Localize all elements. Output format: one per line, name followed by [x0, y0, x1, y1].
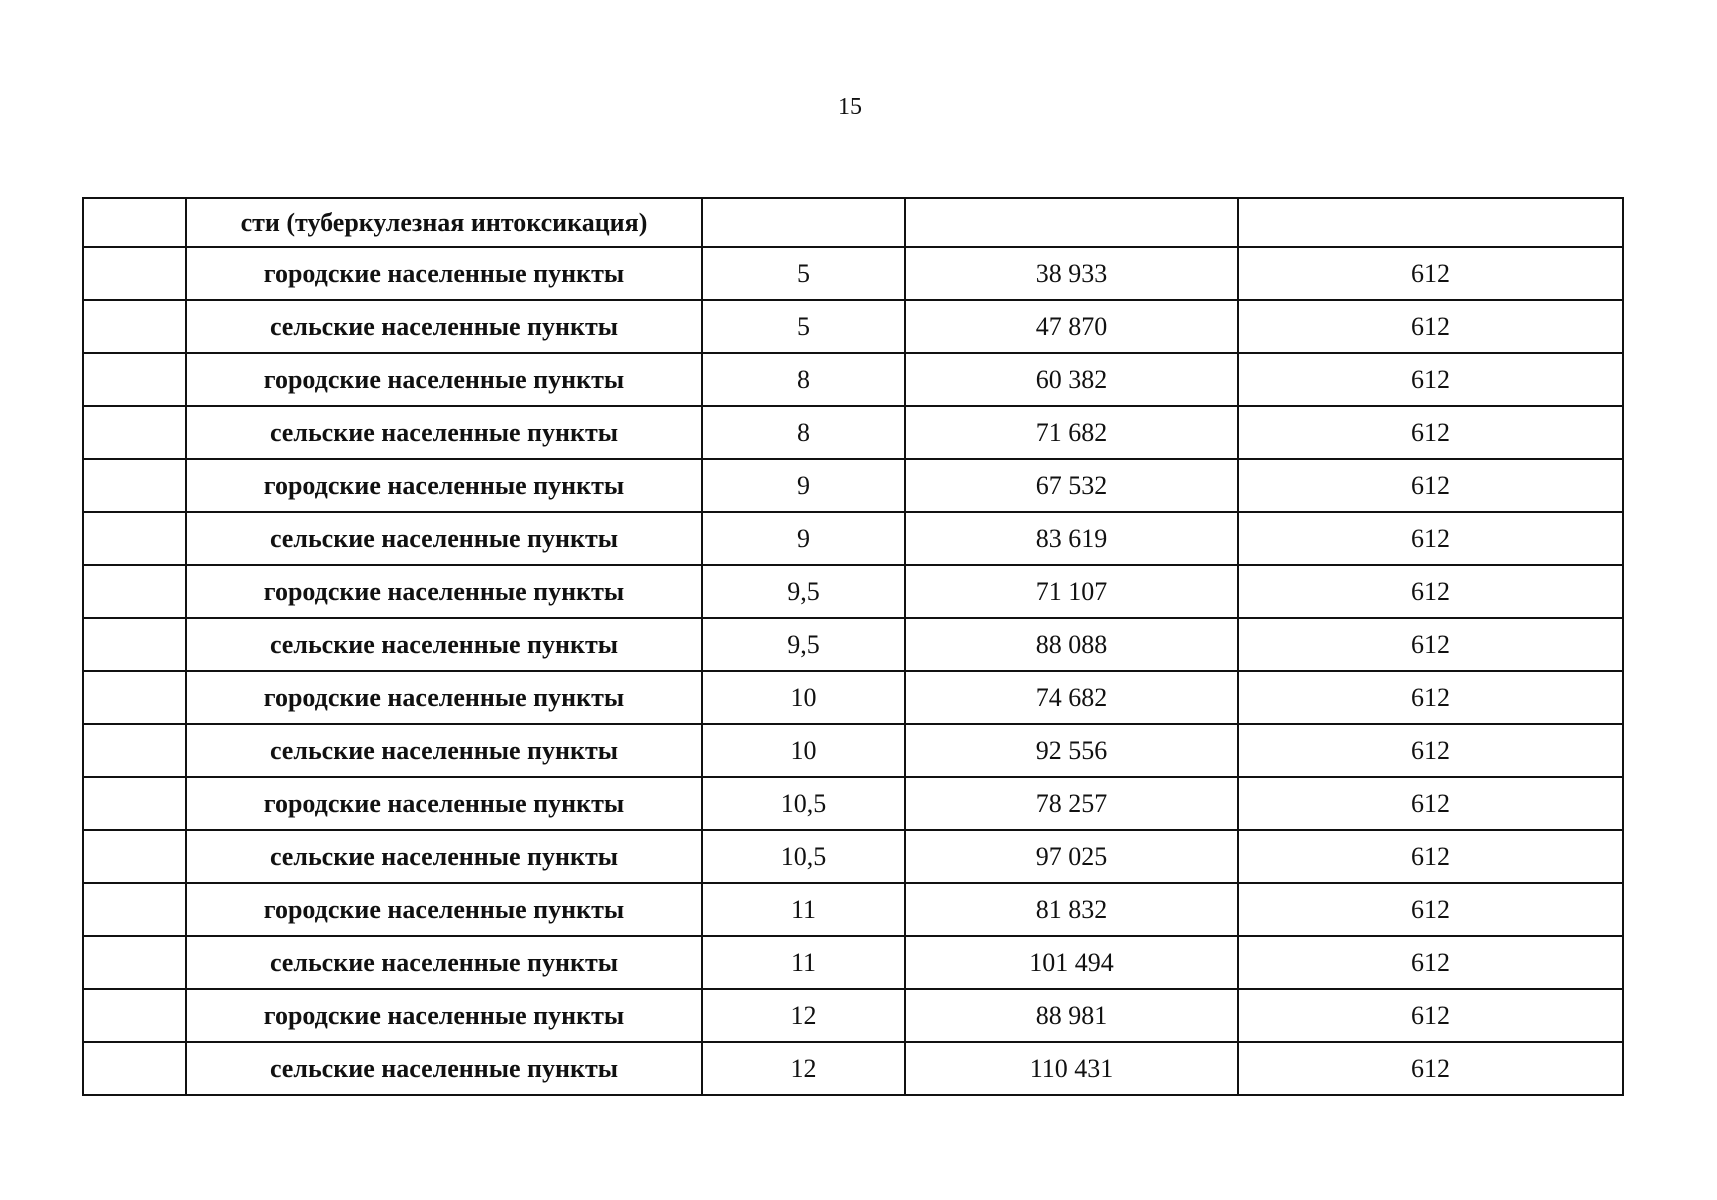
number-cell: [83, 671, 186, 724]
label-cell: городские населенные пункты: [186, 459, 702, 512]
page-number: 15: [838, 94, 862, 120]
value-cell: 612: [1238, 830, 1623, 883]
coefficient-cell: 10: [702, 671, 905, 724]
coefficient-cell: 12: [702, 989, 905, 1042]
coefficient-cell: 11: [702, 883, 905, 936]
amount-cell: [905, 198, 1238, 247]
table-body: [83, 198, 1623, 1095]
table-row: [83, 936, 1623, 989]
table-row: [83, 353, 1623, 406]
amount-cell: 101 494: [905, 936, 1238, 989]
amount-cell: 47 870: [905, 300, 1238, 353]
table-row: [83, 512, 1623, 565]
value-cell: 612: [1238, 883, 1623, 936]
table-row: [83, 406, 1623, 459]
table-row: [83, 724, 1623, 777]
value-cell: [1238, 198, 1623, 247]
coefficient-cell: 9: [702, 459, 905, 512]
table-row: [83, 671, 1623, 724]
amount-cell: 38 933: [905, 247, 1238, 300]
label-cell: сельские населенные пункты: [186, 724, 702, 777]
coefficient-cell: 10,5: [702, 830, 905, 883]
coefficient-cell: 5: [702, 300, 905, 353]
table-row: [83, 247, 1623, 300]
amount-cell: 88 088: [905, 618, 1238, 671]
table-row: [83, 618, 1623, 671]
amount-cell: 71 107: [905, 565, 1238, 618]
amount-cell: 88 981: [905, 989, 1238, 1042]
coefficient-cell: 9,5: [702, 618, 905, 671]
amount-cell: 83 619: [905, 512, 1238, 565]
label-cell: городские населенные пункты: [186, 989, 702, 1042]
label-cell: сельские населенные пункты: [186, 1042, 702, 1095]
coefficient-cell: 9,5: [702, 565, 905, 618]
table-row: [83, 1042, 1623, 1095]
coefficient-cell: 8: [702, 353, 905, 406]
label-cell: сельские населенные пункты: [186, 936, 702, 989]
number-cell: [83, 565, 186, 618]
value-cell: 612: [1238, 565, 1623, 618]
label-cell: городские населенные пункты: [186, 353, 702, 406]
coefficient-cell: [702, 198, 905, 247]
table-row: [83, 777, 1623, 830]
value-cell: 612: [1238, 406, 1623, 459]
number-cell: [83, 512, 186, 565]
number-cell: [83, 459, 186, 512]
label-cell: городские населенные пункты: [186, 247, 702, 300]
value-cell: 612: [1238, 777, 1623, 830]
number-cell: [83, 300, 186, 353]
table-row: [83, 300, 1623, 353]
value-cell: 612: [1238, 300, 1623, 353]
amount-cell: 74 682: [905, 671, 1238, 724]
table-row: [83, 830, 1623, 883]
value-cell: 612: [1238, 247, 1623, 300]
amount-cell: 67 532: [905, 459, 1238, 512]
value-cell: 612: [1238, 353, 1623, 406]
table-row: [83, 459, 1623, 512]
table-row: [83, 565, 1623, 618]
label-cell: городские населенные пункты: [186, 565, 702, 618]
continued-header-cell: сти (туберкулезная интоксикация): [186, 198, 702, 247]
number-cell: [83, 724, 186, 777]
coefficient-cell: 11: [702, 936, 905, 989]
value-cell: 612: [1238, 671, 1623, 724]
value-cell: 612: [1238, 459, 1623, 512]
table-row: [83, 989, 1623, 1042]
coefficient-cell: 10,5: [702, 777, 905, 830]
amount-cell: 60 382: [905, 353, 1238, 406]
table-row: [83, 883, 1623, 936]
value-cell: 612: [1238, 724, 1623, 777]
data-table: [82, 197, 1624, 1096]
label-cell: сельские населенные пункты: [186, 830, 702, 883]
coefficient-cell: 9: [702, 512, 905, 565]
number-cell: [83, 618, 186, 671]
value-cell: 612: [1238, 936, 1623, 989]
table-continued-header-row: [83, 198, 1623, 247]
value-cell: 612: [1238, 512, 1623, 565]
number-cell: [83, 936, 186, 989]
label-cell: городские населенные пункты: [186, 671, 702, 724]
value-cell: 612: [1238, 989, 1623, 1042]
label-cell: городские населенные пункты: [186, 777, 702, 830]
number-cell: [83, 883, 186, 936]
number-cell: [83, 989, 186, 1042]
number-cell: [83, 353, 186, 406]
amount-cell: 110 431: [905, 1042, 1238, 1095]
number-cell: [83, 830, 186, 883]
number-cell: [83, 247, 186, 300]
coefficient-cell: 5: [702, 247, 905, 300]
label-cell: сельские населенные пункты: [186, 618, 702, 671]
label-cell: сельские населенные пункты: [186, 406, 702, 459]
amount-cell: 92 556: [905, 724, 1238, 777]
coefficient-cell: 10: [702, 724, 905, 777]
label-cell: городские населенные пункты: [186, 883, 702, 936]
number-cell: [83, 406, 186, 459]
amount-cell: 71 682: [905, 406, 1238, 459]
coefficient-cell: 8: [702, 406, 905, 459]
label-cell: сельские населенные пункты: [186, 300, 702, 353]
coefficient-cell: 12: [702, 1042, 905, 1095]
number-cell: [83, 198, 186, 247]
value-cell: 612: [1238, 618, 1623, 671]
number-cell: [83, 777, 186, 830]
number-cell: [83, 1042, 186, 1095]
amount-cell: 81 832: [905, 883, 1238, 936]
value-cell: 612: [1238, 1042, 1623, 1095]
label-cell: сельские населенные пункты: [186, 512, 702, 565]
amount-cell: 78 257: [905, 777, 1238, 830]
amount-cell: 97 025: [905, 830, 1238, 883]
